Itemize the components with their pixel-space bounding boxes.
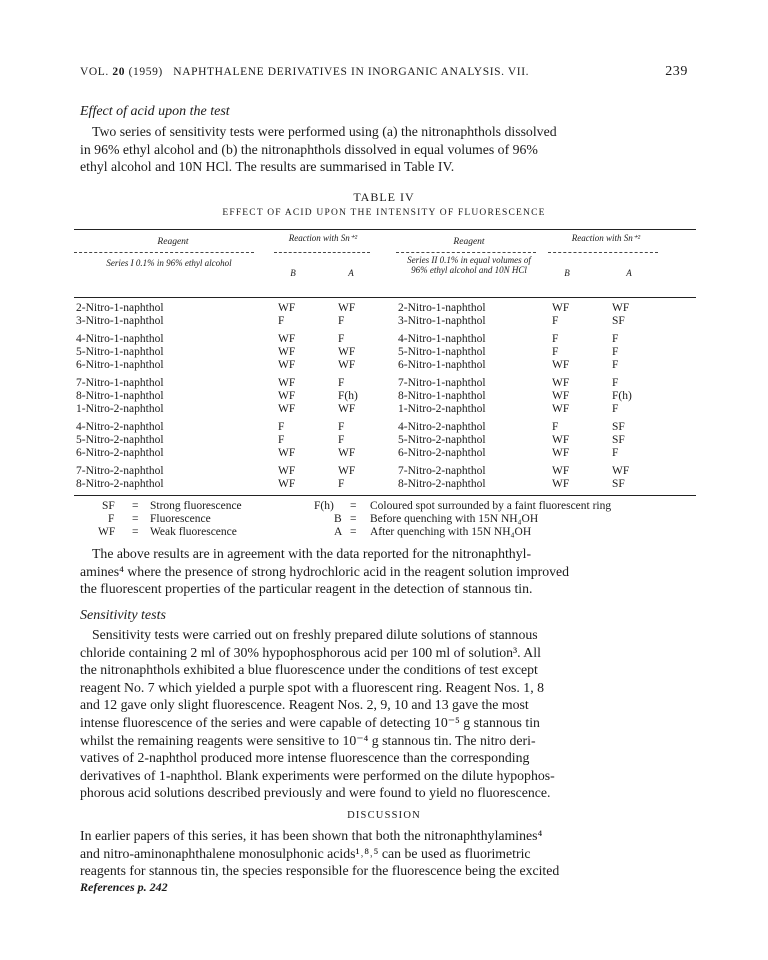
cell-reagent: 7-Nitro-2-naphthol [76,465,164,477]
legend-key-2: A [334,526,343,538]
cell-a: F [338,421,345,433]
table-row [74,359,696,372]
cell-b-2: F [552,346,559,358]
cell-a: F [338,434,345,446]
table-row [74,377,696,390]
table-row [74,465,696,478]
table-title: TABLE IV [353,190,415,204]
table-rule-bottom [74,495,696,496]
cell-reagent: 5-Nitro-1-naphthol [76,346,164,358]
header-series-1: Series I 0.1% in 96% ethyl alcohol [106,258,232,268]
cell-b-2: F [552,315,559,327]
cell-reagent-2: 8-Nitro-2-naphthol [398,478,486,490]
cell-b-2: WF [552,377,570,389]
cell-b: WF [278,478,296,490]
legend-row [98,500,698,513]
cell-reagent-2: 7-Nitro-1-naphthol [398,377,486,389]
cell-b-2: WF [552,403,570,415]
cell-reagent-2: 3-Nitro-1-naphthol [398,315,486,327]
cell-reagent: 4-Nitro-2-naphthol [76,421,164,433]
running-title: NAPHTHALENE DERIVATIVES IN INORGANIC ANALYSIS. VII. [173,66,530,78]
header-b-2: B [564,268,570,278]
table-row [74,434,696,447]
text-line: vatives of 2-naphthol produced more intense fluorescence than the corresponding [80,750,530,766]
running-head [80,66,688,78]
text-line: reagents for stannous tin, the species responsible for the fluorescence being the excited [80,863,560,879]
text-line: the nitronaphthols exhibited a blue fluorescence under the conditions of test except [80,662,538,678]
cell-reagent: 4-Nitro-1-naphthol [76,333,164,345]
discussion-heading: DISCUSSION [347,810,421,821]
table-rule-top [74,229,696,230]
paragraph-sensitivity [80,626,688,802]
cell-reagent-2: 8-Nitro-1-naphthol [398,390,486,402]
paragraph-discussion [80,827,688,880]
cell-b: WF [278,377,296,389]
legend-value-2: Coloured spot surrounded by a faint fluorescent ring [370,500,612,512]
cell-b: WF [278,465,296,477]
header-a-2: A [626,268,632,278]
cell-a: F [338,377,345,389]
text-line: Two series of sensitivity tests were performed using (a) the nitronaphthols dissolved [92,124,557,139]
text-line: Sensitivity tests were carried out on freshly prepared dilute solutions of stannous [92,627,538,642]
cell-b: WF [278,359,296,371]
cell-a: WF [338,465,356,477]
cell-a: WF [338,302,356,314]
table-rule [396,252,536,253]
references-note: References p. 242 [80,880,168,894]
cell-b: WF [278,390,296,402]
cell-reagent: 6-Nitro-1-naphthol [76,359,164,371]
cell-a-2: SF [612,315,625,327]
legend-value: Weak fluorescence [150,526,237,538]
header-reagent: Reagent [157,237,189,247]
text-line: In earlier papers of this series, it has been shown that both the nitronaphthylamines⁴ [80,828,543,843]
header-a: A [348,268,354,278]
legend-key-2: B [334,513,342,525]
cell-a: F [338,333,345,345]
cell-a-2: WF [612,302,630,314]
cell-b: WF [278,346,296,358]
legend-key-2: F(h) [314,500,334,512]
cell-a-2: F [612,447,619,459]
cell-a: WF [338,403,356,415]
legend-eq: = [132,526,139,538]
legend-eq: = [350,500,357,512]
cell-b-2: WF [552,478,570,490]
text-line: and 12 gave only slight fluorescence. Reagent Nos. 2, 9, 10 and 13 gave the most [80,697,529,713]
cell-b-2: WF [552,390,570,402]
cell-a: WF [338,346,356,358]
table-row [74,403,696,416]
cell-reagent: 6-Nitro-2-naphthol [76,447,164,459]
cell-reagent-2: 4-Nitro-1-naphthol [398,333,486,345]
cell-reagent: 7-Nitro-1-naphthol [76,377,164,389]
legend-eq: = [132,513,139,525]
volume-year: (1959) [128,66,163,78]
cell-reagent-2: 6-Nitro-1-naphthol [398,359,486,371]
cell-b-2: WF [552,447,570,459]
cell-a-2: SF [612,434,625,446]
cell-reagent-2: 7-Nitro-2-naphthol [398,465,486,477]
cell-b-2: WF [552,302,570,314]
cell-a-2: F [612,333,619,345]
text-line: reagent No. 7 which yielded a purple spot with a fluorescent ring. Reagent Nos. 1, 8 [80,679,544,695]
page-number: 239 [665,64,688,79]
cell-b-2: WF [552,434,570,446]
cell-b-2: F [552,333,559,345]
legend-eq: = [350,526,357,538]
table-row [74,346,696,359]
cell-reagent: 8-Nitro-2-naphthol [76,478,164,490]
legend-row [98,513,698,526]
legend-row [98,526,698,539]
text-line: intense fluorescence of the series and were capable of detecting 10⁻⁵ g stannous tin [80,714,540,730]
header-reaction: Reaction with Sn⁺² [288,233,358,243]
table-row [74,478,696,491]
table-caption: EFFECT OF ACID UPON THE INTENSITY OF FLUORESCENCE [222,208,546,218]
cell-b: WF [278,447,296,459]
cell-a: WF [338,447,356,459]
cell-b-2: F [552,421,559,433]
section-heading-acid: Effect of acid upon the test [80,104,230,119]
cell-a-2: F [612,346,619,358]
volume-number: 20 [112,66,126,78]
legend-key: F [108,513,115,525]
cell-reagent: 8-Nitro-1-naphthol [76,390,164,402]
cell-b-2: WF [552,359,570,371]
legend-value: Strong fluorescence [150,500,242,512]
legend-eq: = [132,500,139,512]
cell-reagent-2: 4-Nitro-2-naphthol [398,421,486,433]
cell-a-2: F [612,403,619,415]
text-line: and nitro-aminonaphthalene monosulphonic acids¹˒⁸˒⁵ can be used as fluorimetric [80,845,531,861]
table-row [74,421,696,434]
cell-a: F [338,478,345,490]
table-rule [548,252,658,253]
header-b: B [290,268,296,278]
text-line: The above results are in agreement with the data reported for the nitronaphthyl- [92,546,532,561]
cell-reagent: 3-Nitro-1-naphthol [76,315,164,327]
cell-a-2: F [612,377,619,389]
text-line: amines⁴ where the presence of strong hydrochloric acid in the reagent solution improved [80,563,570,579]
legend-value-2: Before quenching with 15N NH₄OH [370,513,539,525]
header-series-2: Series II 0.1% in equal volumes of 96% ethyl alcohol and 10N HCl [407,255,531,275]
cell-b-2: WF [552,465,570,477]
cell-b: WF [278,403,296,415]
cell-a-2: WF [612,465,630,477]
table-rule [274,252,370,253]
cell-reagent-2: 2-Nitro-1-naphthol [398,302,486,314]
cell-a: F(h) [338,390,358,402]
legend-value: Fluorescence [150,513,211,525]
cell-b: WF [278,333,296,345]
text-line: whilst the remaining reagents were sensitive to 10⁻⁴ g stannous tin. The nitro deri- [80,732,536,748]
section-heading-sensitivity: Sensitivity tests [80,608,166,623]
legend-eq: = [350,513,357,525]
header-reaction-2: Reaction with Sn⁺² [571,233,641,243]
volume-label: VOL. [80,66,109,78]
table-row [74,333,696,346]
table-row [74,315,696,328]
cell-a: F [338,315,345,327]
table-row [74,447,696,460]
paragraph-acid [80,123,688,176]
cell-a-2: SF [612,478,625,490]
cell-reagent: 2-Nitro-1-naphthol [76,302,164,314]
table-rule [74,252,254,253]
cell-reagent: 5-Nitro-2-naphthol [76,434,164,446]
cell-reagent-2: 5-Nitro-1-naphthol [398,346,486,358]
cell-a-2: F [612,359,619,371]
text-line: in 96% ethyl alcohol and (b) the nitronaphthols dissolved in equal volumes of 96% [80,141,538,157]
text-line: derivatives of 1-naphthol. Blank experiments were performed on the dilute hypophos- [80,767,555,783]
cell-a-2: SF [612,421,625,433]
cell-reagent-2: 1-Nitro-2-naphthol [398,403,486,415]
cell-b: F [278,434,285,446]
cell-reagent-2: 5-Nitro-2-naphthol [398,434,486,446]
cell-reagent: 1-Nitro-2-naphthol [76,403,164,415]
table-rule-head [74,297,696,298]
cell-a: WF [338,359,356,371]
cell-a-2: F(h) [612,390,632,402]
legend-key: WF [98,526,116,538]
header-reagent-2: Reagent [453,237,485,247]
cell-b: F [278,421,285,433]
legend-key: SF [102,500,115,512]
table-row [74,302,696,315]
table-iv [74,225,696,543]
cell-b: WF [278,302,296,314]
table-row [74,390,696,403]
cell-reagent-2: 6-Nitro-2-naphthol [398,447,486,459]
cell-b: F [278,315,285,327]
text-line: chloride containing 2 ml of 30% hypophosphorous acid per 100 ml of solution³. All [80,644,541,660]
text-line: ethyl alcohol and 10N HCl. The results are summarised in Table IV. [80,159,455,175]
paragraph-agreement [80,545,688,598]
legend-value-2: After quenching with 15N NH₄OH [370,526,532,538]
text-line: phorous acid solutions described previously and were found to yield no fluorescence. [80,785,551,801]
text-line: the fluorescent properties of the particular reagent in the detection of stannous tin. [80,581,533,597]
